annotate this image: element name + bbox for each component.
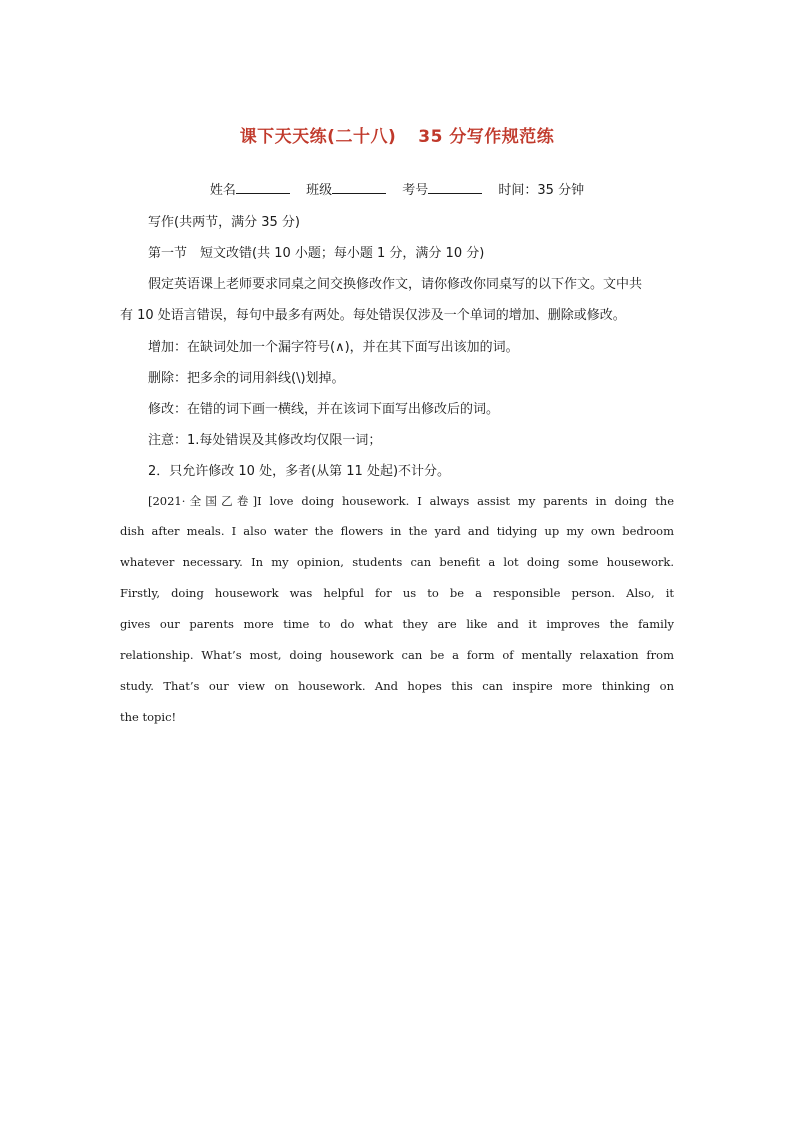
- passage-line: whatever necessary. In my opinion, students can benefit a lot doing some housework.: [120, 555, 674, 569]
- note-1: 注意：1.每处错误及其修改均仅限一词；: [148, 433, 382, 448]
- add-rule: 增加：在缺词处加一个漏字符号(∧)，并在其下面写出该加的词。: [148, 340, 519, 355]
- intro-line-1: 假定英语课上老师要求同桌之间交换修改作文，请你修改你同桌写的以下作文。文中共: [148, 277, 643, 292]
- section-heading: 写作(共两节，满分 35 分): [148, 215, 300, 230]
- passage-line: [2021·全国乙卷]I love doing housework. I always assist my parents in doing the: [148, 494, 674, 508]
- passage-line: dish after meals. I also water the flowers in the yard and tidying up my own bedroom: [120, 524, 674, 538]
- time-limit: 时间：35 分钟: [498, 183, 585, 198]
- delete-rule: 删除：把多余的词用斜线(\)划掉。: [148, 371, 345, 386]
- student-info-row: [0, 179, 794, 198]
- passage-line: relationship. What’s most, doing housework can be a form of mentally relaxation from: [120, 648, 674, 662]
- class-field[interactable]: [306, 179, 386, 198]
- number-blank[interactable]: [428, 181, 482, 194]
- intro-line-2: 有 10 处语言错误，每句中最多有两处。每处错误仅涉及一个单词的增加、删除或修改。: [120, 308, 626, 323]
- title-part-2: 35 分写作规范练: [418, 127, 555, 147]
- section-subheading: 第一节 短文改错(共 10 小题；每小题 1 分，满分 10 分): [148, 246, 485, 261]
- passage-line: the topic!: [120, 710, 177, 724]
- passage-line: gives our parents more time to do what they are like and it improves the family: [120, 617, 674, 631]
- page-title: [0, 122, 794, 147]
- passage-line: Firstly, doing housework was helpful for us to be a responsible person. Also, it: [120, 586, 674, 600]
- note-2: 2．只允许修改 10 处，多者(从第 11 处起)不计分。: [148, 464, 451, 479]
- name-label: 姓名: [209, 183, 236, 198]
- title-part-1: 课下天天练(二十八): [239, 127, 397, 147]
- name-blank[interactable]: [236, 181, 290, 194]
- number-field[interactable]: [402, 179, 482, 198]
- class-blank[interactable]: [332, 181, 386, 194]
- modify-rule: 修改：在错的词下画一横线，并在该词下面写出修改后的词。: [148, 402, 500, 417]
- passage-line: study. That’s our view on housework. And hopes this can inspire more thinking on: [120, 679, 674, 693]
- name-field[interactable]: [210, 179, 290, 198]
- number-label: 考号: [402, 183, 429, 198]
- class-label: 班级: [306, 183, 333, 198]
